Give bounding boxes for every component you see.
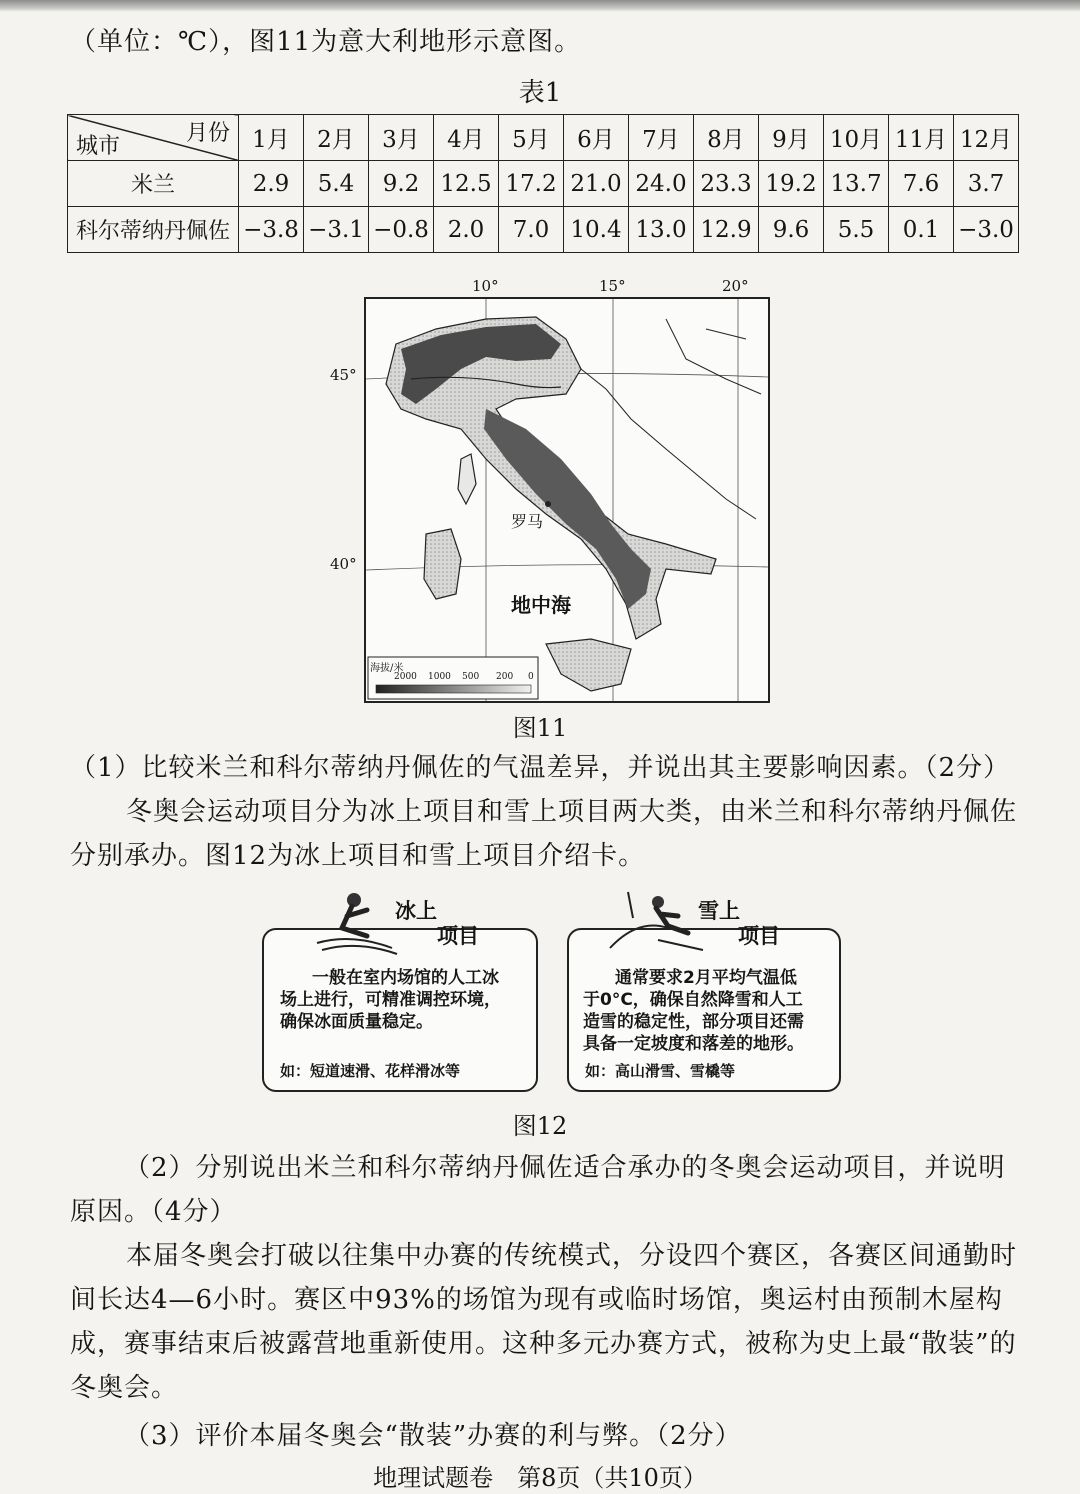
snow-card-line: 通常要求2月平均气温低 <box>615 968 797 988</box>
city-cell: 科尔蒂纳丹佩佐 <box>68 207 239 253</box>
temp-cell: 5.5 <box>824 207 889 253</box>
question-2: （2）分别说出米兰和科尔蒂纳丹佩佐适合承办的冬奥会运动项目，并说明原因。（4分） <box>70 1153 1006 1227</box>
ice-card-line: 一般在室内场馆的人工冰 <box>312 968 499 988</box>
lat-label: 40° <box>330 555 357 573</box>
temp-cell: 5.4 <box>304 161 369 207</box>
temp-cell: 9.6 <box>759 207 824 253</box>
snow-card-title-2: 项目 <box>738 924 780 948</box>
temp-cell: 7.0 <box>499 207 564 253</box>
rome-label: 罗马 <box>511 512 544 531</box>
snow-card-line: 具备一定坡度和落差的地形。 <box>583 1034 804 1054</box>
temp-cell: 21.0 <box>564 161 629 207</box>
rome-marker <box>545 501 551 507</box>
italy-terrain-map <box>364 297 770 703</box>
table-row <box>68 207 1019 253</box>
intro-line: （单位：℃），图11为意大利地形示意图。 <box>70 27 582 57</box>
question-1: （1）比较米兰和科尔蒂纳丹佩佐的气温差异，并说出其主要影响因素。（2分） <box>70 753 1011 783</box>
month-header: 4月 <box>434 115 499 161</box>
paragraph-events: 冬奥会运动项目分为冰上项目和雪上项目两大类，由米兰和科尔蒂纳丹佩佐分别承办。图12为冰上项目和雪上项目介绍卡。 <box>70 797 1018 871</box>
page-top-edge <box>0 0 1080 12</box>
temp-cell: 12.9 <box>694 207 759 253</box>
header-month: 月份 <box>185 121 230 146</box>
month-header: 11月 <box>889 115 954 161</box>
page-footer: 地理试题卷 第8页（共10页） <box>373 1464 707 1492</box>
legend-value: 0 <box>528 672 534 682</box>
lon-label: 15° <box>599 277 626 295</box>
temp-cell: 17.2 <box>499 161 564 207</box>
skier-icon <box>608 888 708 953</box>
temp-cell: 9.2 <box>369 161 434 207</box>
paragraph-format: 本届冬奥会打破以往集中办赛的传统模式，分设四个赛区，各赛区间通勤时间长达4—6小时。赛区中93%的场馆为现有或临时场馆，奥运村由预制木屋构成，赛事结束后被露营地重新使用。这种多元办赛方式，被称为史上最“散装”的冬奥会。 <box>70 1241 1018 1403</box>
balkan-coastline <box>581 319 761 519</box>
snow-card-example: 如：高山滑雪、雪橇等 <box>585 1062 736 1080</box>
temp-cell: −0.8 <box>369 207 434 253</box>
apennines-highland <box>484 409 651 609</box>
legend-value: 200 <box>496 672 514 682</box>
table-corner-header <box>68 115 239 161</box>
legend-value: 1000 <box>428 672 451 682</box>
table-header-row <box>68 115 1019 161</box>
ice-card-description <box>280 967 525 1033</box>
temp-cell: 2.0 <box>434 207 499 253</box>
ice-card-title-1: 冰上 <box>395 899 437 923</box>
snow-card-description <box>583 967 828 1055</box>
figure-11-caption: 图11 <box>512 714 568 742</box>
legend-title: 海拔/米 <box>370 663 404 674</box>
snow-card-title-1: 雪上 <box>698 899 740 923</box>
ice-card-title-2: 项目 <box>437 924 479 948</box>
temp-cell: −3.0 <box>954 207 1019 253</box>
month-header: 2月 <box>304 115 369 161</box>
figure-12-caption: 图12 <box>512 1112 568 1140</box>
temp-cell: 23.3 <box>694 161 759 207</box>
ice-card-example: 如：短道速滑、花样滑冰等 <box>280 1062 461 1080</box>
snow-card-line: 于0°C，确保自然降雪和人工 <box>583 990 803 1010</box>
month-header: 5月 <box>499 115 564 161</box>
temp-cell: 24.0 <box>629 161 694 207</box>
temp-cell: 2.9 <box>239 161 304 207</box>
question-3: （3）评价本届冬奥会“散装”办赛的利与弊。（2分） <box>124 1421 742 1451</box>
table-row <box>68 161 1019 207</box>
temp-cell: 13.7 <box>824 161 889 207</box>
legend-value: 2000 <box>394 672 417 682</box>
sardinia-island <box>424 529 461 599</box>
month-header: 3月 <box>369 115 434 161</box>
header-city: 城市 <box>76 134 121 159</box>
temp-cell: 19.2 <box>759 161 824 207</box>
temp-cell: −3.1 <box>304 207 369 253</box>
temp-cell: 3.7 <box>954 161 1019 207</box>
temperature-table <box>67 114 1019 253</box>
month-header: 1月 <box>239 115 304 161</box>
skater-icon <box>312 888 402 958</box>
elevation-legend-bar <box>376 685 531 693</box>
month-header: 10月 <box>824 115 889 161</box>
ice-card-line: 场上进行，可精准调控环境， <box>280 990 501 1010</box>
month-header: 6月 <box>564 115 629 161</box>
lat-label: 45° <box>330 366 357 384</box>
city-cell: 米兰 <box>68 161 239 207</box>
corsica-island <box>458 454 476 504</box>
temp-cell: 0.1 <box>889 207 954 253</box>
month-header: 12月 <box>954 115 1019 161</box>
ice-card-line: 确保冰面质量稳定。 <box>280 1012 433 1032</box>
mediterranean-label: 地中海 <box>511 593 571 617</box>
month-header: 9月 <box>759 115 824 161</box>
snow-card-line: 造雪的稳定性，部分项目还需 <box>583 1012 804 1032</box>
month-header: 7月 <box>629 115 694 161</box>
temp-cell: −3.8 <box>239 207 304 253</box>
temp-cell: 13.0 <box>629 207 694 253</box>
temp-cell: 12.5 <box>434 161 499 207</box>
month-header: 8月 <box>694 115 759 161</box>
temp-cell: 7.6 <box>889 161 954 207</box>
table-title: 表1 <box>518 78 562 108</box>
sicily-island <box>546 639 631 691</box>
lon-label: 20° <box>722 277 749 295</box>
legend-value: 500 <box>462 672 480 682</box>
temp-cell: 10.4 <box>564 207 629 253</box>
lon-label: 10° <box>472 277 499 295</box>
map-drawing <box>366 299 768 701</box>
